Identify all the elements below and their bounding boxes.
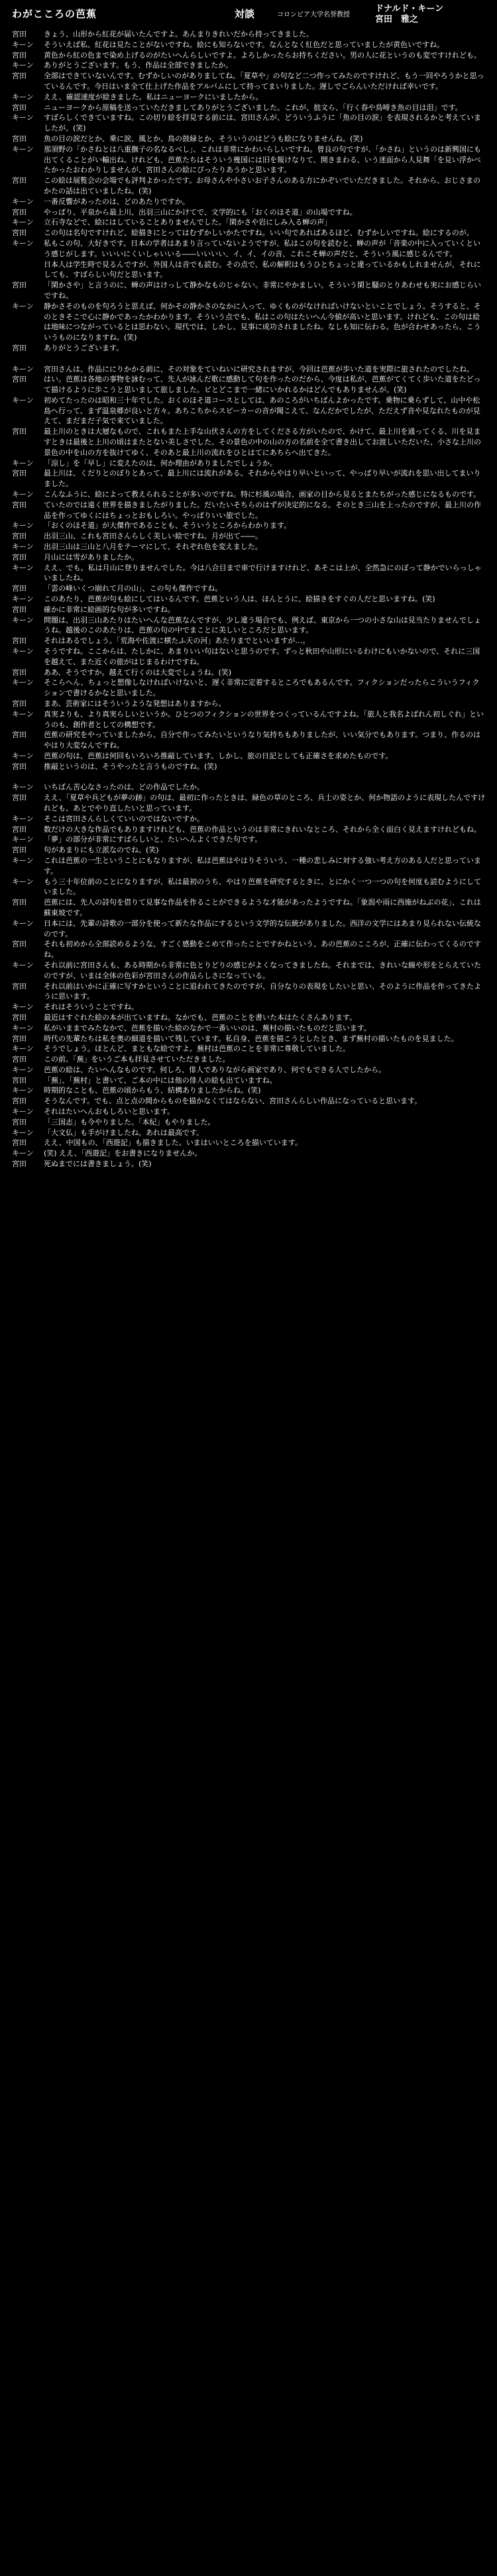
speaker-name: 宮田 — [12, 699, 27, 708]
utterance-text: 確かに非常に絵画的な句が多いですね。 — [44, 605, 175, 614]
dialogue-turn — [9, 1013, 490, 1023]
utterance-text: 問題は、出羽三山あたりはたいへんな芭蕉なんですが、少し違う場合でも、例えば、東京から一つの小さな山は見当たりませんでしょうね。越後のこのあたりは、芭蕉の句の中でまことに美しいところだと思います。 — [44, 615, 481, 635]
speaker-name: キーン — [12, 709, 34, 718]
dialogue-turn — [9, 583, 490, 594]
speaker-name: キーン — [12, 1065, 34, 1074]
speaker-name: キーン — [12, 364, 34, 373]
utterance-text: それはたいへんおもしろいと思います。 — [44, 1107, 175, 1116]
utterance-text: 「おくのほそ道」が大傑作であることも、そういうところからわかります。 — [44, 521, 292, 530]
utterance-text: 私がいままでみたなかで、芭蕉を描いた絵のなかで一番いいのは、蕪村の描いたものだと思います。 — [44, 1023, 371, 1032]
utterance-text: この前、「蕪」をいうご本も拝見させていただきました。 — [44, 1055, 230, 1064]
utterance-text: 芭蕉の研究をやっていましたから、自分で作ってみたいというなり気持ちもありましたが、いい気分でもあります。つまり、作るのはやはり大変なんですね。 — [44, 730, 481, 750]
speaker-name: キーン — [12, 918, 34, 928]
utterance-text: これは芭蕉の一生ということにもなりますが、私は芭蕉はやはりそういう、一種の悲しみに対する強い考え方のある人だと思っています。 — [44, 856, 481, 875]
utterance-text: それも初めから全部読めるような、すごく感動をこめて作ったことですかねという、あの芭蕉のこころが、正確に伝わってくるのですね。 — [44, 940, 481, 960]
dialogue-turn — [9, 668, 490, 678]
speaker-name: キーン — [12, 960, 34, 969]
utterance-text: やっぱり、平泉から最上川、出羽三山にかけてで、文学的にも「おくのほそ道」の山場ですね。 — [44, 207, 357, 217]
utterance-text: 月山には雪がありましたか。 — [44, 552, 138, 562]
dialogue-turn — [9, 175, 490, 197]
dialogue-turn — [9, 1159, 490, 1169]
dialogue-turn — [9, 636, 490, 646]
speaker-name: キーン — [12, 197, 34, 206]
participant-keene: ドナルド・キーン — [375, 4, 444, 14]
speaker-name: キーン — [12, 814, 34, 823]
speaker-name: キーン — [12, 647, 34, 656]
article-header — [9, 0, 490, 29]
speaker-name: キーン — [12, 1003, 34, 1012]
dialogue-turn — [9, 103, 490, 113]
utterance-text: もう三十年位前のことになりますが、私は最初のうち、やはり芭蕉を研究するときに、とにかく一つ一つの句を何度も読むようにしていました。 — [44, 877, 481, 897]
dialogue-turn — [9, 1044, 490, 1054]
speaker-name: 宮田 — [12, 1138, 27, 1148]
speaker-name — [9, 260, 44, 281]
utterance-text: それはあるでしょう。「荒海や佐渡に横たふ天の河」あたりまでといいますが…。 — [44, 636, 310, 646]
dialogue-turn — [9, 542, 490, 552]
speaker-name: 宮田 — [12, 605, 27, 614]
utterance-text: 静かさそのものを句ろうと思えば、何かその静かさのなかに入って、ゆくものがなければいけないといことでしょう。そうすると、そのときそこで心に静かであったかわかります。そういう点でも、私はこの句はたいへん今値が高いと思います。けれども、この句は絵は地味につながっているとは思わない。現代では、しかし、見事に成功されましたね。なしも知に伝わる。色が合わせあったら、こういうものになりますね。(笑) — [44, 301, 481, 342]
dialogue-turn — [9, 500, 490, 521]
dialogue-turn — [9, 40, 490, 50]
utterance-text: 「夢」の部分が非常にすばらしいと、たいへんよくできた句です。 — [44, 835, 262, 844]
utterance-text: ていたのでは遠く世界を描きましたがりました。だいたいそちらのはずが決定的になる。そのとき三山を上ったのですが、最上川の作品を作ってゆくにはちょっとおもしろい。やっぱりいい旅でした。 — [44, 500, 481, 520]
speaker-name: 宮田 — [12, 1075, 27, 1085]
utterance-text: このあたり、芭蕉が句も絵にしてはいるんです。芭蕉という人は、ほんとうに、絵描きをすぐの人だと思いますね。(笑) — [44, 595, 435, 604]
speaker-name: 宮田 — [12, 552, 27, 562]
utterance-text: 句があまりにも立派なのでね。(笑) — [44, 846, 159, 855]
speaker-name: キーン — [12, 458, 34, 468]
utterance-text: 芭蕉の絵は、たいへんなものです。何しろ、俳人でありながら画家であり、何でもできる人でしたから。 — [44, 1065, 386, 1074]
speaker-name: 宮田 — [12, 1034, 27, 1043]
utterance-text: 最近はすぐれた絵の本が出ていますね。なかでも、芭蕉のことを書いた本はたくさんあります。 — [44, 1013, 357, 1022]
utterance-text: はい。芭蕉は各地の事物を詠むって、先人が詠んだ歌に感動して句を作ったのだから、今度は私が、芭蕉がてくてく歩いた道をたどって描けるように歩こうと思いまして旅しました。ビとどこまで一緒にいかれるかはどんでもありませんが。(笑) — [44, 375, 481, 395]
speaker-name: 宮田 — [12, 207, 27, 217]
utterance-text: こんなふうに、絵によって教えられることが多いのですね。特に杉風の場合、画家の目から見るとまたちがった感じになるものです。 — [44, 490, 481, 499]
dialogue-turn — [9, 468, 490, 489]
dialogue-turn — [9, 60, 490, 71]
utterance-text: 「涼し」を「早し」に変えたのは、何か理由がありましたでしょうか。 — [44, 458, 277, 468]
affiliation: コロンビア大学名誉教授 — [277, 11, 350, 19]
utterance-text: 出羽三山、これも宮田さんらしく美しい絵ですね。月が出て――。 — [44, 532, 262, 541]
dialogue-turn — [9, 709, 490, 730]
speaker-name: キーン — [12, 563, 34, 572]
speaker-name: 宮田 — [12, 1055, 27, 1064]
dialogue-turn — [9, 615, 490, 636]
speaker-name: 宮田 — [12, 30, 27, 38]
speaker-name: キーン — [12, 856, 34, 865]
dialogue-turn — [9, 918, 490, 940]
utterance-text: そうですね。ここからは、たしかに、あまりいい句はないと思うのです。ずっと秋田や山形にいるわけにもいかないので、それに三国を越えて、また近くの旅がはじまるわけですね。 — [44, 647, 480, 666]
speaker-name: 宮田 — [12, 500, 27, 509]
dialogue-turn — [9, 426, 490, 458]
section-break — [9, 772, 490, 783]
utterance-text: そういえば私、紅花は見たことがないですね。絵にも知らないです。なんとなく紅色だと思っていましたが黄色いですね。 — [44, 40, 445, 49]
utterance-text: ありがとうございます。もう、作品は全部できましたか。 — [44, 61, 233, 70]
speaker-name: キーン — [12, 490, 34, 499]
speaker-name: キーン — [12, 1086, 34, 1095]
utterance-text: 日本人は学生時で見るんですが、外国人は音でも読む。その点で、私の解釈はもうひとちょっと違っているかもしれませんが、それにしても、すばらしい句だと思います。 — [44, 260, 481, 279]
dialogue-turn — [9, 489, 490, 500]
utterance-text: それはそういうことですね。 — [44, 1003, 138, 1012]
dialogue-turn — [9, 594, 490, 605]
dialogue-turn — [9, 260, 490, 281]
dialogue-turn — [9, 458, 490, 469]
speaker-name: キーン — [12, 835, 34, 844]
dialogue-turn — [9, 1117, 490, 1128]
utterance-text: ありがとうございます。 — [44, 343, 124, 352]
speaker-name: キーン — [12, 1044, 34, 1054]
dialogue-turn — [9, 939, 490, 960]
utterance-text: きょう、山形から紅花が届いたんですよ。あんまりきれいだから持ってきました。 — [44, 30, 313, 38]
utterance-text: 那須野の「かさねとは八重撫子の名なるべし」、これは非常にかわいらしいですね。曾良の句ですが、「かさね」というのは新興国にも出てくることがい輸出ね。けれども、芭蕉たちはそういう幾国には旧を報けなりて、開きまわる、いう迷面から人見舞「を見い浮かべたかったおわかりしませんが、宮田さんの絵にぴったりあうかと思います。 — [44, 144, 481, 175]
utterance-text: それ以前に宮田さんも、ある時期から非常に色とりどりの感じがよくなってきましたね。それまでは、きれいな線や形をとらえていたのですが、いまは全体の色彩が宮田さんの作品らしさになっている。 — [44, 960, 481, 980]
utterance-text: ええ、でも。私は月山に登りませんでした。今は八合目まで車で行けますけれど、あそこは上が、全然急にのぼって静かでいらっしゃいましたね。 — [44, 563, 482, 583]
utterance-text: それ以前はいかに正確に写すかということに追われてきたのですが、自分なりの表現をしたいと思い、そのように作品を作ってきたように思います。 — [44, 981, 481, 1001]
utterance-text: 推敲というのは、そうやったと言うものですね。(笑) — [44, 762, 217, 771]
speaker-name: 宮田 — [12, 846, 27, 855]
utterance-text: まあ、芸術家にはそういうような発想はありますから。 — [44, 699, 226, 708]
dialogue-turn — [9, 1054, 490, 1065]
dialogue-turn — [9, 677, 490, 699]
utterance-text: そこは宮田さんらしくていいのではないですか。 — [44, 814, 204, 823]
dialogue-turn — [9, 605, 490, 615]
dialogue-turn — [9, 343, 490, 354]
speaker-name: 宮田 — [12, 824, 27, 834]
section-break — [9, 354, 490, 364]
dialogue-turn — [9, 824, 490, 835]
utterance-text: そうなんです。でも、点と点の間からものを描かなくてはならない、宮田さんらしい作品になっていると思います。 — [44, 1097, 422, 1106]
dialogue-turn — [9, 71, 490, 92]
utterance-text: この句は名句ですけれど、絵描きにとってはむずかしいかたですね。いい句であればあるほど、むずかしいですね。絵にするのが。 — [44, 228, 474, 238]
speaker-name: キーン — [12, 1149, 34, 1158]
speaker-name: 宮田 — [12, 793, 27, 803]
dialogue-turn — [9, 531, 490, 542]
speaker-name: キーン — [12, 877, 34, 886]
speaker-name: 宮田 — [12, 176, 27, 185]
speaker-name: 宮田 — [12, 469, 27, 478]
utterance-text: 芭蕉には、先人の詩句を借りて見事な作品を作ることができるような才能があったようですね。「象潟や雨に西施がねぶの花」、これは蘇東坡です。 — [44, 898, 481, 917]
dialogue-turn — [9, 960, 490, 981]
dialogue-turn — [9, 845, 490, 856]
speaker-name: 宮田 — [12, 72, 27, 81]
speaker-name: キーン — [12, 542, 34, 552]
dialogue-turn — [9, 301, 490, 343]
dialogue-turn — [9, 563, 490, 584]
dialogue-turn — [9, 207, 490, 218]
utterance-text: 死ぬまでには書きましょう。(笑) — [44, 1160, 152, 1169]
speaker-name: 宮田 — [12, 1097, 27, 1106]
utterance-text: 初めてたったのは昭和三十年でした。おくのほそ道コースとしては、あのころがいちばんよかったです。乗物に乗らずして、山中や松島へ行って、まず温泉郷が良いと方々。あちこちからスピーカーの音が聞こえて、なんだかでしたが、ただえず音や見なれたものが見えて、まだまだ子気で来ていました。 — [44, 395, 480, 426]
dialogue-turn — [9, 1023, 490, 1034]
dialogue-turn — [9, 1085, 490, 1096]
speaker-name: キーン — [12, 678, 34, 687]
dialogue-turn — [9, 1075, 490, 1086]
dialogue-turn — [9, 50, 490, 61]
dialogue-turn — [9, 751, 490, 762]
utterance-text: 芭蕉の句は、芭蕉は何回もいろいろ推敲しています。しかし、旅の日記としても正確さを求めたものです。 — [44, 751, 393, 760]
utterance-text: ええ、中国もの、「西遊記」も描きました。いまはいいところを描いています。 — [44, 1138, 302, 1148]
dialogue-turn — [9, 793, 490, 814]
speaker-name: キーン — [12, 301, 34, 311]
dialogue-turn — [9, 238, 490, 260]
speaker-name: キーン — [12, 1107, 34, 1116]
utterance-text: (笑) ええ、「西遊記」をお書きになりませんか。 — [44, 1149, 202, 1158]
dialogue-turn — [9, 1065, 490, 1075]
dialogue-turn — [9, 1128, 490, 1138]
utterance-text: 全部はできていないんです。むずかしいのがありましてね。「夏草や」の句など二つ作ってみたのですけれど、もう一回やろうかと思っているんです。今日はいま全て仕上げた作品をアルバムにして持ってまいりました。遅しでごらんいただければ幸いです。 — [44, 72, 484, 91]
speaker-name: キーン — [12, 751, 34, 760]
dialogue-turn — [9, 144, 490, 175]
dialogue-turn — [9, 113, 490, 134]
utterance-text: 立石寺などで、絵にはしていることありませんでした。「閑かさや岩にしみ入る蝉の声」 — [44, 218, 332, 227]
speaker-name: キーン — [12, 144, 34, 154]
speaker-name: キーン — [12, 238, 34, 248]
utterance-text: そこらへん、ちょっと想像しなければいけないと、遅く非常に定着するところでもあるんです。フィクションだったらこういうフィクションで書けるかなと思いました。 — [44, 678, 480, 698]
speaker-name: キーン — [12, 218, 34, 227]
speaker-name: 宮田 — [12, 134, 27, 143]
speaker-name: 宮田 — [12, 898, 27, 907]
utterance-text: ニューヨークから原稿を送っていただきましてありがとうございました。これが、拙文ら、「行く春や鳥啼き魚の目は泪」です。 — [44, 103, 463, 112]
dialogue-turn — [9, 1148, 490, 1159]
dialogue-turn — [9, 552, 490, 563]
utterance-text: 「閑かさや」と言うのに、蝉の声はけっして静かなものじゃない。非常にやかましい。そういう閑と騒のとりあわせも実にお感じらいですね。 — [44, 281, 481, 300]
speaker-name: 宮田 — [12, 762, 27, 771]
utterance-text: 時期的なことも、芭蕉の頃からもう、結構ありましたからね。(笑) — [44, 1086, 261, 1095]
dialogue-turn — [9, 1034, 490, 1044]
dialogue-turn — [9, 730, 490, 751]
speaker-name: 宮田 — [12, 981, 27, 991]
utterance-text: そうでしょう。ほとんど、まともな絵ですよ。蕪村は芭蕉のことを非常に尊敬していました。 — [44, 1044, 350, 1054]
speaker-name: 宮田 — [12, 343, 27, 352]
dialogue-turn — [9, 197, 490, 207]
utterance-text: 日本には、先輩の詩歌の一部分を使って新たな作品にするという文学的な伝統がありました。西洋の文学にはあまり見られない伝統なのです。 — [44, 918, 481, 938]
dialogue-turn — [9, 92, 490, 103]
dialogue-turn — [9, 395, 490, 426]
dialogue-turn — [9, 374, 490, 395]
speaker-name: 宮田 — [12, 940, 27, 949]
dialogue-turn — [9, 814, 490, 824]
dialogue-turn — [9, 877, 490, 898]
dialogue-turn — [9, 834, 490, 845]
speaker-name: キーン — [12, 40, 34, 49]
dialogue-turn — [9, 762, 490, 772]
dialogue-body — [9, 29, 490, 1169]
utterance-text: 魚の目の涙だとか、乗に涙、風とか、鳥の鼓緑とか、そういうのはどうも絵になりませんね。(笑) — [44, 134, 363, 143]
dialogue-turn — [9, 280, 490, 301]
utterance-text: 最上川は、くだりとのぼりとあって、最上川には流れがある。それからやはり早いといって、やっぱり早いが流れを思い出してまいりました。 — [44, 469, 481, 489]
speaker-name: キーン — [12, 92, 34, 101]
speaker-name: 宮田 — [12, 584, 27, 593]
speaker-name: 宮田 — [12, 636, 27, 646]
speaker-name: キーン — [12, 61, 34, 70]
utterance-text: 「雲の峰いくつ崩れて月の山」、この句も傑作ですね。 — [44, 584, 223, 593]
speaker-name: キーン — [12, 113, 34, 123]
dialogue-turn — [9, 646, 490, 668]
speaker-name: キーン — [12, 1023, 34, 1032]
participant-miyata: 宮田 雅之 — [375, 15, 419, 25]
dialogue-turn — [9, 217, 490, 228]
utterance-text: この絵は展覧会の会場でも評判よかったです。お母さんや小さいお子さんのある方にかぞいでいただきました。それから、おじさまのかたの話は出ていましたね。(笑) — [44, 176, 481, 195]
speaker-name: 宮田 — [12, 730, 27, 740]
utterance-text: ええ、確認速度が絵きました。私はニューヨークにいましたから。 — [44, 92, 263, 101]
speaker-name: 宮田 — [12, 1013, 27, 1022]
utterance-text: 出羽三山は三山と八月をテーマにして、それぞれ色を変えました。 — [44, 542, 262, 552]
speaker-name: キーン — [12, 783, 34, 792]
utterance-text: 「蕪」、「蕪村」と書いて、ご本の中には他の俳人の絵も出ていますね。 — [44, 1075, 277, 1085]
speaker-name: 宮田 — [12, 103, 27, 112]
speaker-name: キーン — [12, 595, 34, 604]
speaker-name: 宮田 — [12, 375, 27, 384]
dialogue-turn — [9, 856, 490, 877]
utterance-text: いちばん苦心なさったのは、どの作品でしたか。 — [44, 783, 204, 792]
speaker-name: 宮田 — [12, 228, 27, 238]
dialogue-turn — [9, 1138, 490, 1148]
speaker-name: 宮田 — [12, 668, 27, 677]
dialogue-turn — [9, 897, 490, 918]
utterance-text: 私もこの句、大好きです。日本の学者はあまり言っていないようですが、私はこの句を読むと、蝉の声が「音楽の中に入っていくという感じがします。いいいにくいしゃいいる――いいいい、イ、イ、イの音、これこそ蝉の声だと、そういう風に感じるんです。 — [44, 238, 481, 258]
speaker-name: 宮田 — [12, 50, 27, 60]
utterance-text: すばらしくできていますね。この切り絵を拝見する前には、宮田さんが、どういうふうに「魚の目の涙」を表現されるかと考えていましたが。(笑) — [44, 113, 481, 133]
dialogue-turn — [9, 782, 490, 793]
dialogue-turn — [9, 699, 490, 709]
speaker-name: キーン — [12, 395, 34, 405]
dialogue-turn — [9, 520, 490, 531]
participant-names — [375, 4, 443, 25]
dialogue-turn — [9, 1107, 490, 1117]
speaker-name: 宮田 — [12, 1160, 27, 1169]
speaker-name: 宮田 — [12, 427, 27, 436]
dialogue-turn — [9, 364, 490, 375]
dialogue-turn — [9, 1096, 490, 1107]
speaker-name: 宮田 — [12, 1117, 27, 1126]
article-title: わがこころの芭蕉 — [12, 8, 97, 20]
dialogue-label: 対談 — [235, 8, 255, 20]
dialogue-turn — [9, 134, 490, 144]
utterance-text: 「大文仏」も手がけましたね。あれは最高です。 — [44, 1128, 204, 1137]
dialogue-turn — [9, 981, 490, 1003]
speaker-name: キーン — [12, 615, 34, 624]
dialogue-turn — [9, 228, 490, 238]
speaker-name: 宮田 — [12, 532, 27, 541]
utterance-text: 数だけの大きな作品でもありますけれども、芭蕉の作品というのは非常にきれいなところ、それから全く面白く見えますけれどもね。 — [44, 824, 481, 834]
dialogue-turn — [9, 29, 490, 40]
utterance-text: 最上川のときは大層なもので、これもまた上手な山伏さんの方をしてくださる方がいたので、かけて、最上川を通ってくる、川を見ますときは最後と上川の頃はまたとない美しさでした。その景色の中の山の方の名前を全て書き出してお渡しいただいた、小さな上川の景色の中を山の方を抜けてゆく、そのあと最上川の流れをひとはてにあちらへ出てきた。 — [44, 427, 481, 457]
utterance-text: 宮田さんは、作品ににりかかる前に、その対象をていねいに研究されますが、今回は芭蕉が歩いた道を実際に旅されたのでしたね。 — [44, 364, 474, 373]
speaker-name: 宮田 — [12, 281, 27, 290]
utterance-text: 黄色から紅の色まで染め上げるのがたいへんらしいですよ。よろしかったらお持ちください。男の人に花というのも変ですけれども。 — [44, 50, 481, 60]
utterance-text: ああ、そうですか。越えて行くのは大変でしょうね。(笑) — [44, 668, 232, 677]
utterance-text: 「三国志」も今やりました。「本紀」もやりました。 — [44, 1117, 215, 1126]
speaker-name: キーン — [12, 521, 34, 530]
utterance-text: 真実よりも、より真実らしいというか。ひとつのフィクションの世界をつくっているんですよね。「旅人と我名よばれん初しぐれ」というのも、創作者としての構想です。 — [44, 709, 484, 729]
utterance-text: ええ、「夏草や兵どもが夢の跡」の句は、最初に作ったときは、緑色の草のところ、兵士の姿とか、何か物語のように表現したんですけれども、あとでやり直したいと思っています。 — [44, 793, 486, 813]
utterance-text: 一番反響があったのは、どのあたりですか。 — [44, 197, 190, 206]
dialogue-turn — [9, 1002, 490, 1013]
utterance-text: 時代の先輩たちは私を奥の細道を描いて残しています。私自身、芭蕉を描こうとしたとき、まず蕪村の描いたものを見ました。 — [44, 1034, 459, 1043]
speaker-name: キーン — [12, 1128, 34, 1137]
